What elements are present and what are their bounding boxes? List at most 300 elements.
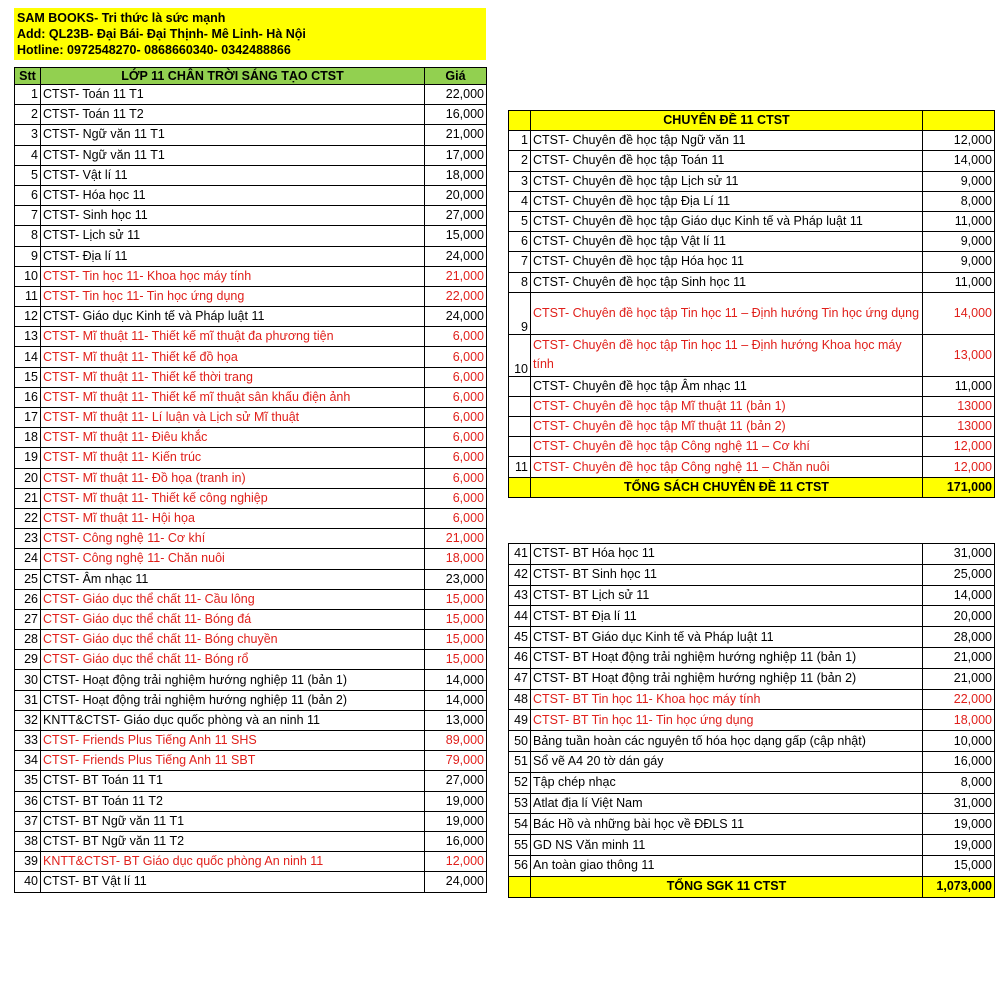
- table-row: [15, 85, 487, 105]
- table-row: [509, 272, 995, 292]
- row-number: 48: [509, 689, 531, 710]
- row-number: 18: [15, 428, 41, 448]
- topic-table-header: [509, 111, 995, 131]
- row-title: CTST- Giáo dục Kinh tế và Pháp luật 11: [41, 307, 425, 327]
- row-price: 6,000: [425, 468, 487, 488]
- row-price: 13,000: [425, 710, 487, 730]
- topic-price-table: [508, 110, 995, 498]
- row-number: 31: [15, 690, 41, 710]
- row-title: CTST- Mĩ thuật 11- Thiết kế mĩ thuật đa phương tiện: [41, 327, 425, 347]
- row-title: CTST- BT Tin học 11- Khoa học máy tính: [531, 689, 923, 710]
- table-row: [509, 171, 995, 191]
- row-title: CTST- Chuyên đề học tập Vật lí 11: [531, 232, 923, 252]
- row-number: 56: [509, 855, 531, 876]
- table-row: [509, 772, 995, 793]
- row-price: 24,000: [425, 307, 487, 327]
- row-price: 16,000: [923, 751, 995, 772]
- table-row: [15, 690, 487, 710]
- row-number: 3: [15, 125, 41, 145]
- row-number: 9: [509, 292, 531, 334]
- row-price: 12,000: [425, 852, 487, 872]
- table-row: [15, 428, 487, 448]
- row-number: 10: [15, 266, 41, 286]
- table-row: [509, 232, 995, 252]
- table-row: [509, 396, 995, 416]
- row-price: 21,000: [923, 647, 995, 668]
- row-number: [509, 417, 531, 437]
- col-price: Giá: [425, 68, 487, 85]
- table-row: [15, 508, 487, 528]
- row-price: 18,000: [425, 165, 487, 185]
- table-row: [509, 457, 995, 477]
- col-title: LỚP 11 CHÂN TRỜI SÁNG TẠO CTST: [41, 68, 425, 85]
- row-title: CTST- BT Vật lí 11: [41, 872, 425, 892]
- row-price: 22,000: [425, 286, 487, 306]
- row-number: 38: [15, 831, 41, 851]
- row-title: CTST- Ngữ văn 11 T1: [41, 125, 425, 145]
- table-row: [15, 852, 487, 872]
- table-row: [15, 650, 487, 670]
- row-price: 14,000: [923, 292, 995, 334]
- row-price: 31,000: [923, 544, 995, 565]
- row-price: 19,000: [923, 814, 995, 835]
- row-price: 14,000: [425, 690, 487, 710]
- row-number: 40: [15, 872, 41, 892]
- table-row: [509, 814, 995, 835]
- row-title: CTST- Mĩ thuật 11- Thiết kế mĩ thuật sân khấu điện ảnh: [41, 387, 425, 407]
- row-price: 14,000: [923, 585, 995, 606]
- row-number: 52: [509, 772, 531, 793]
- extra-price-table: [508, 543, 995, 898]
- row-title: CTST- Giáo dục thể chất 11- Cầu lông: [41, 589, 425, 609]
- grand-total-label: TỔNG SGK 11 CTST: [531, 876, 923, 897]
- row-price: 21,000: [425, 125, 487, 145]
- table-row: [509, 585, 995, 606]
- row-title: CTST- Chuyên đề học tập Địa Lí 11: [531, 191, 923, 211]
- row-price: 8,000: [923, 772, 995, 793]
- row-title: CTST- BT Tin học 11- Tin học ứng dụng: [531, 710, 923, 731]
- topic-total-value: 171,000: [923, 477, 995, 497]
- table-row: [15, 630, 487, 650]
- row-price: 16,000: [425, 831, 487, 851]
- row-number: 22: [15, 508, 41, 528]
- row-title: KNTT&CTST- Giáo dục quốc phòng và an ninh 11: [41, 710, 425, 730]
- row-price: 21,000: [923, 668, 995, 689]
- table-row: [15, 105, 487, 125]
- table-row: [509, 292, 995, 334]
- row-number: 44: [509, 606, 531, 627]
- row-title: CTST- BT Toán 11 T1: [41, 771, 425, 791]
- row-title: CTST- Mĩ thuật 11- Lí luận và Lịch sử Mĩ thuật: [41, 408, 425, 428]
- store-address: Add: QL23B- Đại Bái- Đại Thịnh- Mê Linh- Hà Nội: [17, 27, 306, 41]
- row-number: 6: [509, 232, 531, 252]
- row-number: 13: [15, 327, 41, 347]
- row-number: 11: [15, 286, 41, 306]
- row-number: 1: [15, 85, 41, 105]
- row-title: CTST- Chuyên đề học tập Hóa học 11: [531, 252, 923, 272]
- table-row: [15, 165, 487, 185]
- row-title: GD NS Văn minh 11: [531, 835, 923, 856]
- row-price: 24,000: [425, 872, 487, 892]
- row-title: CTST- Mĩ thuật 11- Thiết kế thời trang: [41, 367, 425, 387]
- table-row: [15, 831, 487, 851]
- row-price: 20,000: [425, 185, 487, 205]
- row-title: CTST- Chuyên đề học tập Công nghệ 11 – Cơ khí: [531, 437, 923, 457]
- store-hotline: Hotline: 0972548270- 0868660340- 0342488866: [17, 43, 291, 57]
- table-row: [15, 408, 487, 428]
- row-title: CTST- Tin học 11- Tin học ứng dụng: [41, 286, 425, 306]
- row-title: CTST- Vật lí 11: [41, 165, 425, 185]
- row-title: CTST- Mĩ thuật 11- Thiết kế đồ họa: [41, 347, 425, 367]
- table-row: [509, 835, 995, 856]
- row-price: 14,000: [923, 151, 995, 171]
- row-number: 42: [509, 564, 531, 585]
- table-row: [15, 367, 487, 387]
- row-price: 6,000: [425, 448, 487, 468]
- table-row: [15, 387, 487, 407]
- row-number: 3: [509, 171, 531, 191]
- row-title: CTST- Chuyên đề học tập Lịch sử 11: [531, 171, 923, 191]
- table-row: [509, 211, 995, 231]
- row-number: 6: [15, 185, 41, 205]
- table-row: [15, 872, 487, 892]
- table-row: [509, 793, 995, 814]
- row-number: 12: [15, 307, 41, 327]
- table-row: [509, 689, 995, 710]
- row-title: CTST- Chuyên đề học tập Giáo dục Kinh tế và Pháp luật 11: [531, 211, 923, 231]
- table-row: [509, 151, 995, 171]
- row-title: CTST- Âm nhạc 11: [41, 569, 425, 589]
- row-title: KNTT&CTST- BT Giáo dục quốc phòng An ninh 11: [41, 852, 425, 872]
- row-number: 28: [15, 630, 41, 650]
- row-title: Bác Hồ và những bài học về ĐĐLS 11: [531, 814, 923, 835]
- row-price: 11,000: [923, 272, 995, 292]
- table-row: [15, 145, 487, 165]
- row-number: 37: [15, 811, 41, 831]
- row-title: CTST- BT Lịch sử 11: [531, 585, 923, 606]
- table-row: [15, 609, 487, 629]
- table-row: [15, 731, 487, 751]
- row-number: 51: [509, 751, 531, 772]
- row-price: 28,000: [923, 627, 995, 648]
- table-row: [509, 417, 995, 437]
- row-title: CTST- Chuyên đề học tập Mĩ thuật 11 (bản 2): [531, 417, 923, 437]
- row-price: 6,000: [425, 428, 487, 448]
- table-row: [15, 791, 487, 811]
- table-row: [15, 771, 487, 791]
- row-price: 15,000: [425, 630, 487, 650]
- row-price: 25,000: [923, 564, 995, 585]
- row-title: CTST- BT Hóa học 11: [531, 544, 923, 565]
- row-number: 33: [15, 731, 41, 751]
- row-price: 15,000: [425, 226, 487, 246]
- row-number: 14: [15, 347, 41, 367]
- row-price: 6,000: [425, 488, 487, 508]
- row-price: 16,000: [425, 105, 487, 125]
- row-price: 23,000: [425, 569, 487, 589]
- table-row: [15, 468, 487, 488]
- table-row: [509, 564, 995, 585]
- table-row: [509, 131, 995, 151]
- row-title: CTST- Toán 11 T2: [41, 105, 425, 125]
- table-row: [15, 670, 487, 690]
- row-title: CTST- Mĩ thuật 11- Điêu khắc: [41, 428, 425, 448]
- table-row: [15, 286, 487, 306]
- table-row: [509, 252, 995, 272]
- store-header: [14, 8, 486, 60]
- table-row: [15, 549, 487, 569]
- table-row: [509, 751, 995, 772]
- row-number: 55: [509, 835, 531, 856]
- row-price: 19,000: [425, 791, 487, 811]
- row-price: 21,000: [425, 266, 487, 286]
- grand-total-row: [509, 876, 995, 897]
- row-title: CTST- Chuyên đề học tập Sinh học 11: [531, 272, 923, 292]
- row-price: 20,000: [923, 606, 995, 627]
- row-number: 24: [15, 549, 41, 569]
- row-number: 36: [15, 791, 41, 811]
- row-title: CTST- Hoạt động trải nghiệm hướng nghiệp 11 (bản 2): [41, 690, 425, 710]
- table-row: [509, 334, 995, 376]
- row-title: CTST- BT Ngữ văn 11 T2: [41, 831, 425, 851]
- table-row: [509, 855, 995, 876]
- table-row: [509, 544, 995, 565]
- row-title: CTST- Hoạt động trải nghiệm hướng nghiệp 11 (bản 1): [41, 670, 425, 690]
- row-number: 43: [509, 585, 531, 606]
- table-row: [15, 206, 487, 226]
- row-price: 13,000: [923, 334, 995, 376]
- table-row: [15, 488, 487, 508]
- row-title: CTST- BT Địa lí 11: [531, 606, 923, 627]
- table-row: [15, 589, 487, 609]
- row-price: 24,000: [425, 246, 487, 266]
- row-price: 19,000: [923, 835, 995, 856]
- row-price: 6,000: [425, 508, 487, 528]
- row-price: 6,000: [425, 408, 487, 428]
- table-row: [15, 811, 487, 831]
- row-number: 8: [15, 226, 41, 246]
- row-title: CTST- Địa lí 11: [41, 246, 425, 266]
- row-number: 4: [15, 145, 41, 165]
- table-row: [15, 307, 487, 327]
- row-price: 11,000: [923, 376, 995, 396]
- row-title: CTST- Chuyên đề học tập Mĩ thuật 11 (bản 1): [531, 396, 923, 416]
- row-price: 15,000: [923, 855, 995, 876]
- row-price: 11,000: [923, 211, 995, 231]
- row-title: CTST- Mĩ thuật 11- Thiết kế công nghiệp: [41, 488, 425, 508]
- row-title: CTST- Chuyên đề học tập Ngữ văn 11: [531, 131, 923, 151]
- topic-total-row: [509, 477, 995, 497]
- row-price: 27,000: [425, 206, 487, 226]
- row-number: 41: [509, 544, 531, 565]
- row-title: CTST- Công nghệ 11- Chăn nuôi: [41, 549, 425, 569]
- row-title: CTST- Chuyên đề học tập Toán 11: [531, 151, 923, 171]
- row-number: 9: [15, 246, 41, 266]
- row-price: 9,000: [923, 171, 995, 191]
- row-price: 6,000: [425, 327, 487, 347]
- row-price: 10,000: [923, 731, 995, 752]
- row-price: 15,000: [425, 650, 487, 670]
- row-price: 12,000: [923, 131, 995, 151]
- row-price: 27,000: [425, 771, 487, 791]
- row-number: 5: [509, 211, 531, 231]
- row-title: CTST- Công nghệ 11- Cơ khí: [41, 529, 425, 549]
- row-number: 4: [509, 191, 531, 211]
- row-title: An toàn giao thông 11: [531, 855, 923, 876]
- row-number: 5: [15, 165, 41, 185]
- row-number: 50: [509, 731, 531, 752]
- row-number: 30: [15, 670, 41, 690]
- row-title: CTST- BT Toán 11 T2: [41, 791, 425, 811]
- row-title: CTST- Friends Plus Tiếng Anh 11 SBT: [41, 751, 425, 771]
- table-row: [15, 185, 487, 205]
- row-title: CTST- Chuyên đề học tập Tin học 11 – Định hướng Khoa học máy tính: [531, 334, 923, 376]
- topic-table-title: CHUYÊN ĐỀ 11 CTST: [531, 111, 923, 131]
- row-number: 34: [15, 751, 41, 771]
- row-price: 9,000: [923, 252, 995, 272]
- row-price: 89,000: [425, 731, 487, 751]
- row-number: 2: [15, 105, 41, 125]
- table-row: [509, 647, 995, 668]
- row-price: 22,000: [425, 85, 487, 105]
- row-title: Bảng tuần hoàn các nguyên tố hóa học dạng gấp (cập nhật): [531, 731, 923, 752]
- table-row: [509, 437, 995, 457]
- row-number: 47: [509, 668, 531, 689]
- row-title: CTST- Giáo dục thể chất 11- Bóng đá: [41, 609, 425, 629]
- row-title: CTST- Chuyên đề học tập Tin học 11 – Định hướng Tin học ứng dụng: [531, 292, 923, 334]
- row-number: 15: [15, 367, 41, 387]
- table-row: [509, 731, 995, 752]
- store-name: SAM BOOKS- Tri thức là sức mạnh: [17, 11, 226, 25]
- table-row: [15, 751, 487, 771]
- row-title: Tập chép nhạc: [531, 772, 923, 793]
- table-row: [15, 266, 487, 286]
- table-row: [15, 327, 487, 347]
- row-title: CTST- BT Sinh học 11: [531, 564, 923, 585]
- row-price: 13000: [923, 417, 995, 437]
- row-price: 9,000: [923, 232, 995, 252]
- row-title: CTST- Chuyên đề học tập Âm nhạc 11: [531, 376, 923, 396]
- row-number: 53: [509, 793, 531, 814]
- table-row: [15, 448, 487, 468]
- row-price: 79,000: [425, 751, 487, 771]
- row-price: 31,000: [923, 793, 995, 814]
- row-price: 15,000: [425, 609, 487, 629]
- row-title: CTST- Giáo dục thể chất 11- Bóng chuyền: [41, 630, 425, 650]
- table-row: [15, 347, 487, 367]
- row-price: 12,000: [923, 457, 995, 477]
- row-number: 7: [15, 206, 41, 226]
- row-number: 23: [15, 529, 41, 549]
- row-title: CTST- Mĩ thuật 11- Hội họa: [41, 508, 425, 528]
- row-price: 15,000: [425, 589, 487, 609]
- row-price: 6,000: [425, 367, 487, 387]
- row-number: 2: [509, 151, 531, 171]
- row-title: CTST- BT Giáo dục Kinh tế và Pháp luật 11: [531, 627, 923, 648]
- table-row: [509, 710, 995, 731]
- row-number: 17: [15, 408, 41, 428]
- row-number: 45: [509, 627, 531, 648]
- table-row: [15, 569, 487, 589]
- main-price-table: [14, 67, 487, 893]
- table-row: [509, 191, 995, 211]
- row-title: CTST- Mĩ thuật 11- Kiến trúc: [41, 448, 425, 468]
- row-price: 8,000: [923, 191, 995, 211]
- table-row: [15, 710, 487, 730]
- row-title: CTST- Toán 11 T1: [41, 85, 425, 105]
- table-row: [15, 246, 487, 266]
- row-price: 18,000: [425, 549, 487, 569]
- table-row: [509, 376, 995, 396]
- row-price: 6,000: [425, 387, 487, 407]
- row-price: 17,000: [425, 145, 487, 165]
- row-title: CTST- BT Ngữ văn 11 T1: [41, 811, 425, 831]
- row-title: Atlat địa lí Việt Nam: [531, 793, 923, 814]
- row-price: 12,000: [923, 437, 995, 457]
- row-number: 39: [15, 852, 41, 872]
- row-number: 10: [509, 334, 531, 376]
- row-title: CTST- Chuyên đề học tập Công nghệ 11 – Chăn nuôi: [531, 457, 923, 477]
- table-row: [509, 627, 995, 648]
- row-number: [509, 376, 531, 396]
- row-price: 22,000: [923, 689, 995, 710]
- row-title: CTST- Hóa học 11: [41, 185, 425, 205]
- row-number: 8: [509, 272, 531, 292]
- table-row: [15, 529, 487, 549]
- row-number: 16: [15, 387, 41, 407]
- row-title: CTST- BT Hoạt động trải nghiệm hướng nghiệp 11 (bản 2): [531, 668, 923, 689]
- row-title: CTST- Lịch sử 11: [41, 226, 425, 246]
- row-price: 21,000: [425, 529, 487, 549]
- row-number: 1: [509, 131, 531, 151]
- row-number: 46: [509, 647, 531, 668]
- table-row: [15, 125, 487, 145]
- row-title: CTST- Sinh học 11: [41, 206, 425, 226]
- row-title: Sổ vẽ A4 20 tờ dán gáy: [531, 751, 923, 772]
- row-title: CTST- Mĩ thuật 11- Đồ họa (tranh in): [41, 468, 425, 488]
- row-number: 19: [15, 448, 41, 468]
- grand-total-value: 1,073,000: [923, 876, 995, 897]
- topic-total-label: TỔNG SÁCH CHUYÊN ĐỀ 11 CTST: [531, 477, 923, 497]
- row-price: 19,000: [425, 811, 487, 831]
- row-number: 35: [15, 771, 41, 791]
- row-title: CTST- Ngữ văn 11 T1: [41, 145, 425, 165]
- table-row: [509, 606, 995, 627]
- col-stt: Stt: [15, 68, 41, 85]
- row-number: 26: [15, 589, 41, 609]
- table-row: [509, 668, 995, 689]
- row-number: 27: [15, 609, 41, 629]
- row-number: 29: [15, 650, 41, 670]
- row-title: CTST- Giáo dục thể chất 11- Bóng rổ: [41, 650, 425, 670]
- row-number: 25: [15, 569, 41, 589]
- row-number: 20: [15, 468, 41, 488]
- row-number: 21: [15, 488, 41, 508]
- row-number: 54: [509, 814, 531, 835]
- row-number: 49: [509, 710, 531, 731]
- main-table-header: [15, 68, 487, 85]
- row-number: 7: [509, 252, 531, 272]
- row-number: [509, 396, 531, 416]
- row-price: 13000: [923, 396, 995, 416]
- row-title: CTST- Friends Plus Tiếng Anh 11 SHS: [41, 731, 425, 751]
- row-number: 11: [509, 457, 531, 477]
- row-price: 18,000: [923, 710, 995, 731]
- row-price: 6,000: [425, 347, 487, 367]
- row-price: 14,000: [425, 670, 487, 690]
- row-title: CTST- BT Hoạt động trải nghiệm hướng nghiệp 11 (bản 1): [531, 647, 923, 668]
- row-title: CTST- Tin học 11- Khoa học máy tính: [41, 266, 425, 286]
